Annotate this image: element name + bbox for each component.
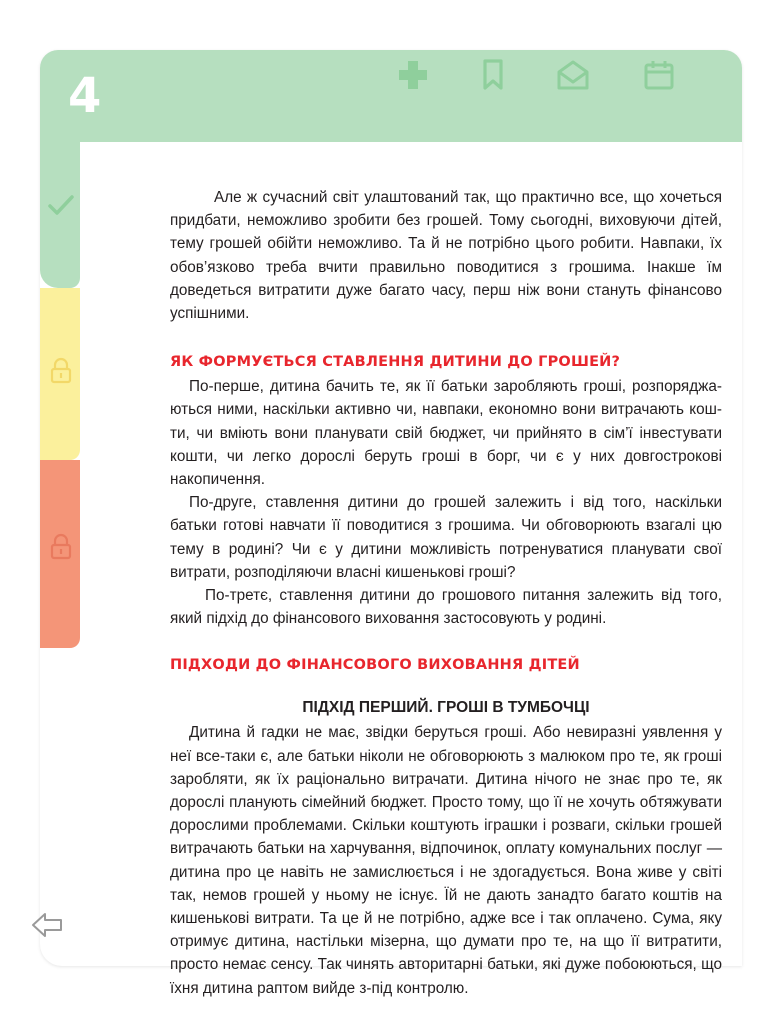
article-body (170, 186, 722, 1000)
side-tab-green[interactable] (40, 142, 80, 288)
paragraph: По-друге, ставлення дитини до грошей залежить і від того, наскільки батьки готові навчати її поводитися з грошима. Чи обговорюють взагалі цю тему в родині? Чи є у дитини можливість потренуватися планувати свої витрати, розподіляючи власні кишенькові гроші? (170, 494, 722, 581)
paragraph-intro: Але ж сучасний світ улаштований так, що практично все, що хочеться придбати, неможливо зробити без грошей. Тому сьогодні, виховуючи дітей, тему грошей обійти неможливо. Та й не потрібно цього робити. Навпаки, їх обов’язково треба вчити правильно поводитися з грошима. Інакше їм доведеться витратити дуже багато часу, перш ніж вони стануть фінансово успішними. (170, 189, 722, 323)
plus-icon[interactable] (396, 58, 430, 92)
top-toolbar (396, 58, 722, 92)
paragraph: По-третє, ставлення дитини до грошового питання залежить від того, який підхід до фінансового виховання застосовують у родині. (170, 587, 722, 628)
section-heading: ЯК ФОРМУЄТЬСЯ СТАВЛЕННЯ ДИТИНИ ДО ГРОШЕЙ? (170, 354, 621, 371)
checkmark-icon (47, 192, 75, 220)
paragraph: Дитина й гадки не має, звідки беруться гроші. Або невиразні уявлення у неї все-таки є, але батьки ніколи не обговорюють з малюком про те, як гроші заробляти, як їх раціонально витрачати. Дитина нічого не знає про те, як дорослі планують сімейний бюджет. Просто тому, що її не хочуть обтяжувати дорослими проблемами. Скільки коштують іграшки і розваги, скільки грошей витрачають батьки на харчування, відпочинок, оплату комунальних послуг — дитина про це навіть не замислюється і не здогадується. Вона живе у світі так, немов грошей у ньому не існує. Їй не дають занадто багато коштів на кишенькові витрати. Та це й не потрібно, адже все і так оплачено. Сума, яку отримує дитина, настільки мізерна, що думати про те, на що її витратити, просто немає сенсу. Так чинять авторитарні батьки, які дуже побоюються, що їхня дитина раптом вийде з-під контролю. (170, 724, 722, 997)
side-tab-red[interactable] (40, 460, 80, 648)
bookmark-icon[interactable] (476, 58, 510, 92)
padlock-icon (47, 532, 75, 560)
header-band (40, 50, 742, 142)
envelope-icon[interactable] (556, 58, 590, 92)
paragraph: По-перше, дитина бачить те, як її батьки заробляють гроші, розпоряджаються ними, наскільки активно чи, навпаки, економно вони витрачають кошти, чи вміють вони планувати свій бюджет, чи прийнято в сім’ї інвестувати кошти, чи легко дорослі беруть гроші в борг, чи є у них довгострокові накопичення. (170, 378, 722, 489)
side-tab-yellow[interactable] (40, 288, 80, 460)
calendar-icon[interactable] (642, 58, 676, 92)
chapter-number: 4 (68, 68, 102, 124)
section-heading: ПІДХОДИ ДО ФІНАНСОВОГО ВИХОВАННЯ ДІТЕЙ (170, 657, 580, 674)
padlock-icon (47, 356, 75, 384)
arrow-left-icon[interactable] (30, 908, 64, 942)
subsection-heading: ПІДХІД ПЕРШИЙ. ГРОШІ В ТУМБОЧЦІ (302, 699, 590, 717)
